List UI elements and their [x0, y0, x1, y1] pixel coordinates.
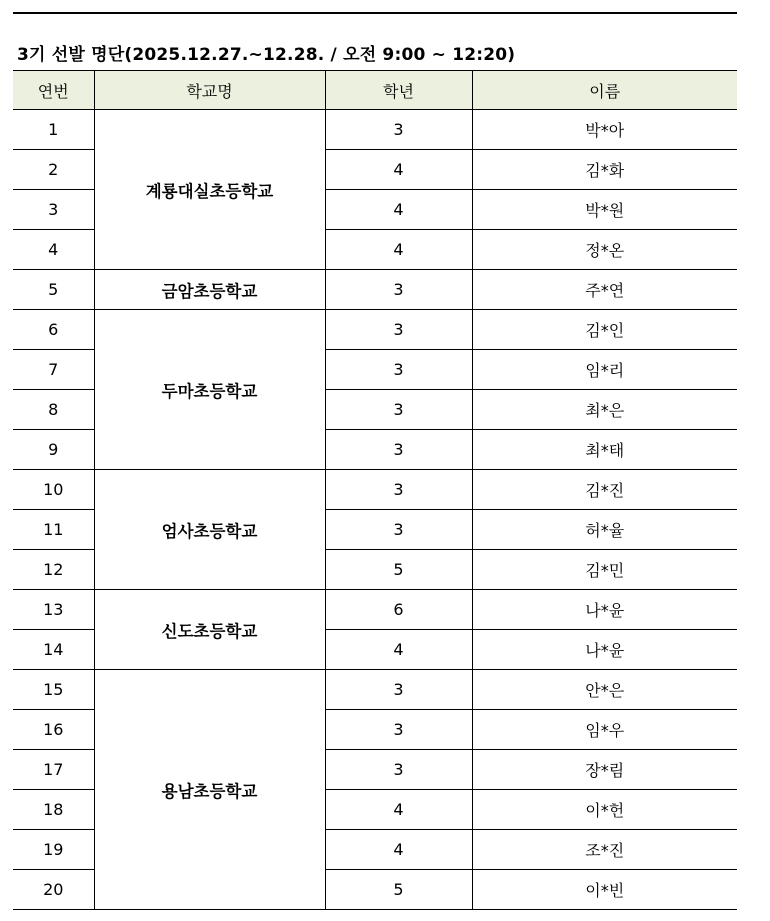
cell-number: 19 — [13, 830, 94, 870]
page-title: 3기 선발 명단(2025.12.27.~12.28. / 오전 9:00 ~ 12:20) — [17, 45, 516, 65]
cell-grade: 3 — [325, 390, 472, 430]
cell-grade: 4 — [325, 190, 472, 230]
table-row — [13, 670, 737, 710]
cell-number: 1 — [13, 110, 94, 150]
header-school: 학교명 — [94, 71, 325, 110]
cell-name: 나*윤 — [472, 590, 737, 630]
cell-number: 6 — [13, 310, 94, 350]
cell-name: 임*리 — [472, 350, 737, 390]
cell-grade: 4 — [325, 150, 472, 190]
cell-number: 9 — [13, 430, 94, 470]
cell-grade: 3 — [325, 710, 472, 750]
cell-name: 나*윤 — [472, 630, 737, 670]
cell-school: 두마초등학교 — [94, 310, 325, 470]
cell-number: 8 — [13, 390, 94, 430]
cell-name: 주*연 — [472, 270, 737, 310]
cell-grade: 3 — [325, 750, 472, 790]
cell-name: 김*진 — [472, 470, 737, 510]
cell-number: 4 — [13, 230, 94, 270]
cell-number: 17 — [13, 750, 94, 790]
cell-grade: 4 — [325, 230, 472, 270]
header-grade: 학년 — [325, 71, 472, 110]
cell-number: 5 — [13, 270, 94, 310]
cell-number: 20 — [13, 870, 94, 910]
cell-school: 용남초등학교 — [94, 670, 325, 910]
cell-school: 계룡대실초등학교 — [94, 110, 325, 270]
table-row — [13, 310, 737, 350]
cell-name: 최*은 — [472, 390, 737, 430]
cell-number: 3 — [13, 190, 94, 230]
table-header-row — [13, 71, 737, 110]
cell-grade: 5 — [325, 550, 472, 590]
cell-name: 장*림 — [472, 750, 737, 790]
cell-grade: 3 — [325, 670, 472, 710]
header-name: 이름 — [472, 71, 737, 110]
cell-grade: 6 — [325, 590, 472, 630]
table-row — [13, 590, 737, 630]
cell-grade: 4 — [325, 790, 472, 830]
cell-number: 16 — [13, 710, 94, 750]
cell-name: 이*빈 — [472, 870, 737, 910]
cell-name: 조*진 — [472, 830, 737, 870]
table-body — [13, 110, 737, 910]
cell-grade: 3 — [325, 430, 472, 470]
cell-school: 엄사초등학교 — [94, 470, 325, 590]
table-row — [13, 470, 737, 510]
cell-name: 김*민 — [472, 550, 737, 590]
table-row — [13, 110, 737, 150]
cell-name: 임*우 — [472, 710, 737, 750]
cell-name: 최*태 — [472, 430, 737, 470]
cell-grade: 3 — [325, 110, 472, 150]
cell-number: 18 — [13, 790, 94, 830]
cell-name: 김*화 — [472, 150, 737, 190]
cell-name: 박*원 — [472, 190, 737, 230]
cell-school: 신도초등학교 — [94, 590, 325, 670]
cell-grade: 4 — [325, 630, 472, 670]
cell-number: 13 — [13, 590, 94, 630]
cell-number: 10 — [13, 470, 94, 510]
cell-grade: 4 — [325, 830, 472, 870]
cell-number: 11 — [13, 510, 94, 550]
cell-number: 7 — [13, 350, 94, 390]
cell-name: 박*아 — [472, 110, 737, 150]
cell-number: 12 — [13, 550, 94, 590]
cell-school: 금암초등학교 — [94, 270, 325, 310]
cell-number: 2 — [13, 150, 94, 190]
cell-grade: 3 — [325, 510, 472, 550]
cell-grade: 3 — [325, 350, 472, 390]
cell-number: 15 — [13, 670, 94, 710]
cell-name: 정*온 — [472, 230, 737, 270]
cell-name: 김*인 — [472, 310, 737, 350]
top-rule — [13, 12, 737, 14]
cell-grade: 5 — [325, 870, 472, 910]
cell-grade: 3 — [325, 310, 472, 350]
cell-grade: 3 — [325, 270, 472, 310]
cell-name: 이*헌 — [472, 790, 737, 830]
cell-number: 14 — [13, 630, 94, 670]
table-row — [13, 270, 737, 310]
cell-grade: 3 — [325, 470, 472, 510]
header-number: 연번 — [13, 71, 94, 110]
roster-table — [13, 70, 737, 910]
cell-name: 허*율 — [472, 510, 737, 550]
cell-name: 안*은 — [472, 670, 737, 710]
